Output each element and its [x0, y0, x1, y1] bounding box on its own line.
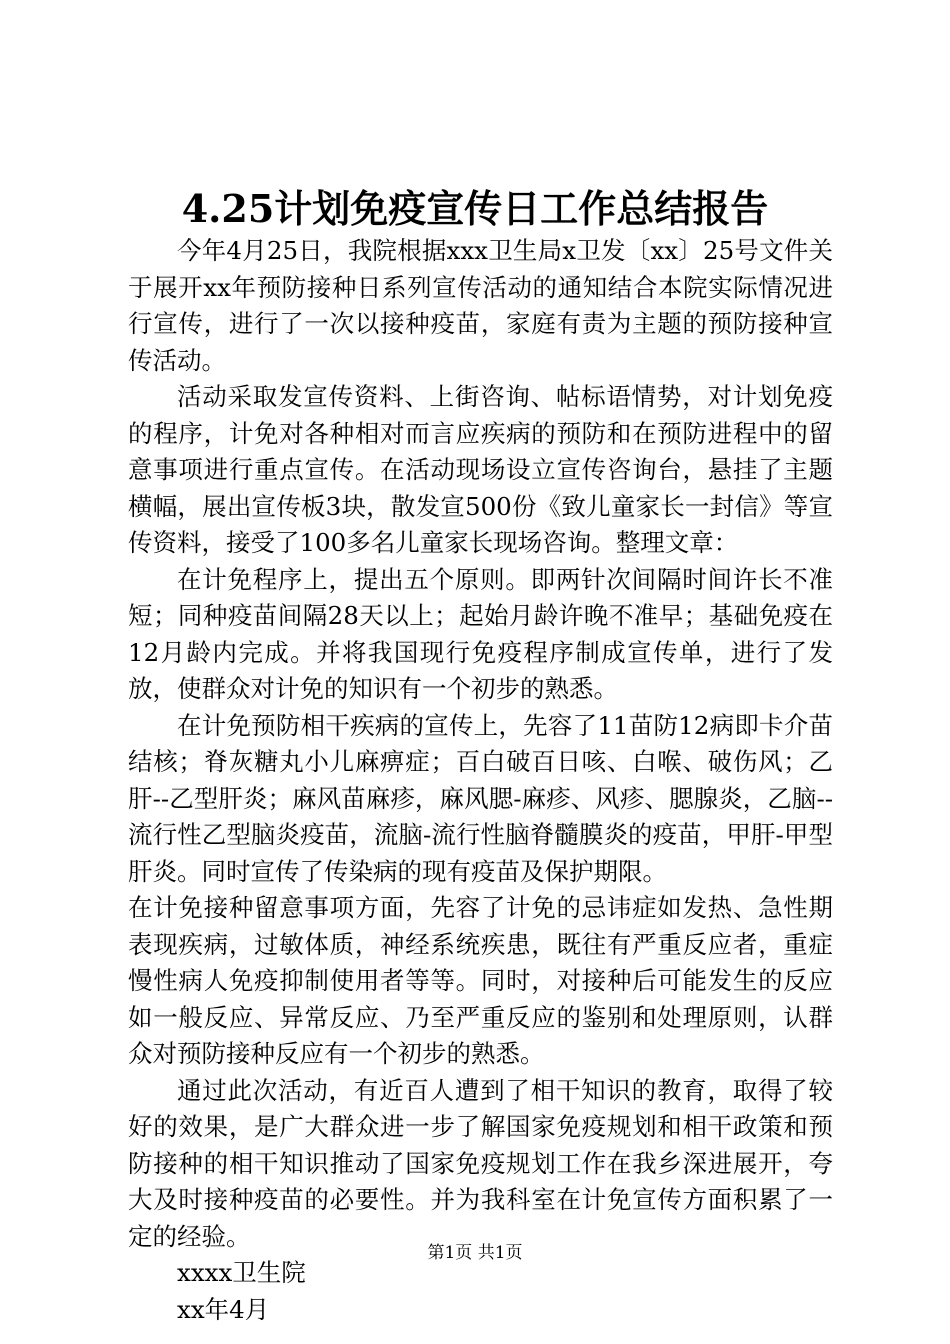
paragraph-conclusion: 通过此次活动，有近百人遭到了相干知识的教育，取得了较好的效果，是广大群众进一步了解国家免疫规划和相干政策和预防接种的相干知识推动了国家免疫规划工作在我乡深进展开，夸大及时接种疫苗的必要性。并为我科室在计免宣传方面积累了一定的经验。 [128, 1075, 833, 1251]
paragraph-intro: 今年4月25日，我院根据xxx卫生局x卫发〔xx〕25号文件关于展开xx年预防接种日系列宣传活动的通知结合本院实际情况进行宣传，进行了一次以接种疫苗，家庭有责为主题的预防接种宣传活动。 [128, 236, 833, 375]
paragraph-precautions: 在计免接种留意事项方面，先容了计免的忌讳症如发热、急性期表现疾病，过敏体质，神经系统疾患，既往有严重反应者，重症慢性病人免疫抑制使用者等等。同时，对接种后可能发生的反应如一般反应、异常反应、乃至严重反应的鉴别和处理原则，认群众对预防接种反应有一个初步的熟悉。 [128, 893, 833, 1068]
paragraph-procedure: 在计免程序上，提出五个原则。即两针次间隔时间许长不准短；同种疫苗间隔28天以上；起始月龄许晚不准早；基础免疫在12月龄内完成。并将我国现行免疫程序制成宣传单，进行了发放，使群众对计免的知识有一个初步的熟悉。 [128, 564, 833, 703]
signature: xxxx卫生院 [177, 1258, 306, 1287]
paragraph-diseases: 在计免预防相干疾病的宣传上，先容了11苗防12病即卡介苗结核；脊灰糖丸小儿麻痹症；百白破百日咳、白喉、破伤风；乙肝--乙型肝炎；麻风苗麻疹，麻风腮-麻疹、风疹、腮腺炎，乙脑--流行性乙型脑炎疫苗，流脑-流行性脑脊髓膜炎的疫苗，甲肝-甲型肝炎。同时宣传了传染病的现有疫苗及保护期限。 [128, 710, 833, 886]
document-body [128, 233, 833, 1328]
page-footer: 第1页 共1页 [427, 1243, 523, 1263]
date: xx年4月 [177, 1294, 270, 1324]
document-title: 4.25计划免疫宣传日工作总结报告 [181, 186, 769, 231]
paragraph-activity: 活动采取发宣传资料、上街咨询、帖标语情势，对计划免疫的程序，计免对各种相对而言应疾病的预防和在预防进程中的留意事项进行重点宣传。在活动现场设立宣传咨询台，悬挂了主题横幅，展出宣传板3块，散发宣500份《致儿童家长一封信》等宣传资料，接受了100多名儿童家长现场咨询。整理文章： [128, 382, 833, 557]
